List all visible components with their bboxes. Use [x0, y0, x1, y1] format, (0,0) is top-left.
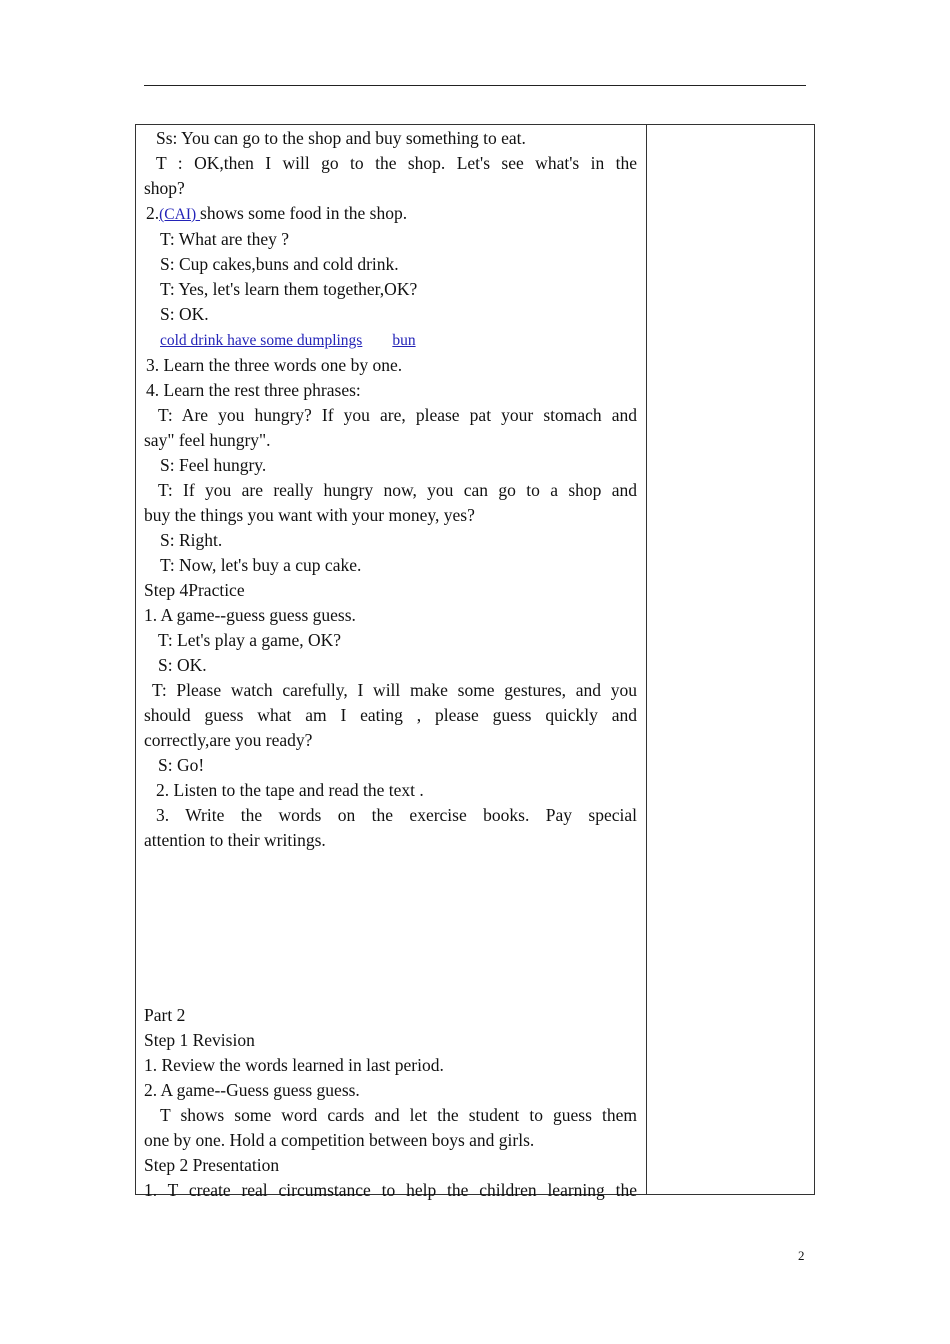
lesson-content [144, 126, 637, 1203]
text-line: 1. A game--guess guess guess. [144, 605, 356, 625]
text-line: T : OK,then I will go to the shop. Let's see what's in the [156, 153, 637, 173]
text-line: 1. T create real circumstance to help the children learning the [144, 1180, 637, 1200]
text-line: say" feel hungry". [144, 430, 271, 450]
text-line: 2. A game--Guess guess guess. [144, 1080, 360, 1100]
header-rule [144, 85, 806, 86]
lesson-table [135, 124, 815, 1200]
text-line: 2. Listen to the tape and read the text . [156, 780, 424, 800]
text-line: 1. Review the words learned in last period. [144, 1055, 444, 1075]
text-line: T: Yes, let's learn them together,OK? [160, 279, 418, 299]
text-line: 3. Write the words on the exercise books. Pay special [156, 805, 637, 825]
text-line: T shows some word cards and let the student to guess them [160, 1105, 637, 1125]
text-line: T: What are they ? [160, 229, 290, 249]
text-line: S: Feel hungry. [160, 455, 267, 475]
column-divider [646, 125, 647, 1194]
text-line: buy the things you want with your money, yes? [144, 505, 475, 525]
text-line: 4. Learn the rest three phrases: [146, 380, 361, 400]
text-line: T: Let's play a game, OK? [158, 630, 342, 650]
page-number: 2 [798, 1248, 805, 1263]
text-line: S: OK. [160, 304, 209, 324]
step-heading: Step 2 Presentation [144, 1155, 280, 1175]
text-line: Step 4Practice [144, 580, 245, 600]
text-line [144, 327, 637, 353]
text-line: attention to their writings. [144, 830, 326, 850]
blank-space [144, 853, 637, 1003]
text-line: T: Please watch carefully, I will make some gestures, and you [152, 680, 637, 700]
bun-link[interactable]: bun [392, 332, 416, 349]
text-line: 2.(CAI) shows some food in the shop. [146, 203, 408, 223]
text-line: correctly,are you ready? [144, 730, 313, 750]
part-heading: Part 2 [144, 1005, 186, 1025]
text-line: Ss: You can go to the shop and buy something to eat. [156, 128, 526, 148]
cold-drink-link[interactable]: cold drink have some dumplings [160, 332, 363, 349]
text-line: S: Cup cakes,buns and cold drink. [160, 254, 399, 274]
text-line: T: If you are really hungry now, you can go to a shop and [158, 480, 637, 500]
text-line: 3. Learn the three words one by one. [146, 355, 403, 375]
text-line: should guess what am I eating , please guess quickly and [144, 705, 637, 725]
text-line: one by one. Hold a competition between boys and girls. [144, 1130, 535, 1150]
cai-link[interactable]: (CAI) [159, 206, 201, 223]
text-line: T: Now, let's buy a cup cake. [160, 555, 362, 575]
text-line: S: Right. [160, 530, 223, 550]
step-heading: Step 1 Revision [144, 1030, 255, 1050]
text-line: S: OK. [158, 655, 207, 675]
text-line: T: Are you hungry? If you are, please pat your stomach and [158, 405, 637, 425]
text-line: shop? [144, 178, 185, 198]
text-line: S: Go! [158, 755, 205, 775]
